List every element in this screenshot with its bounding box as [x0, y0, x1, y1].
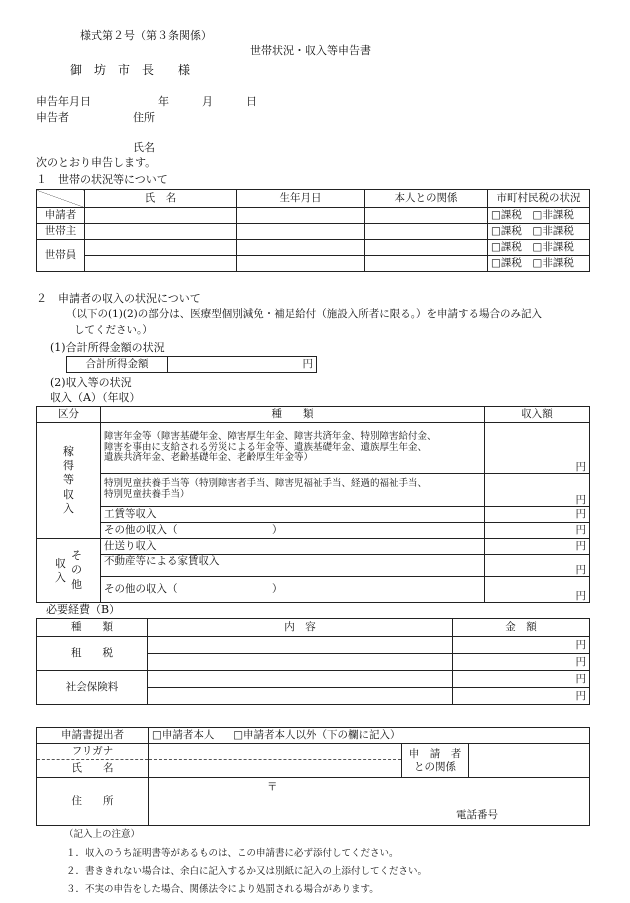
tax-checkbox[interactable]: □課税 □非課税	[488, 208, 590, 224]
name-label: 氏名	[133, 141, 155, 154]
expense-content-field[interactable]	[148, 637, 453, 654]
submitter-address-field[interactable]	[149, 778, 590, 826]
phone-label: 電話番号	[456, 809, 498, 821]
col-birthdate: 生年月日	[237, 190, 365, 208]
name-field[interactable]	[85, 256, 237, 272]
note-item: ３．不実の申告をした場合、関係法令により処罰される場合があります。	[66, 884, 379, 895]
table-row	[37, 208, 590, 224]
tax-checkbox[interactable]: □課税 □非課税	[488, 240, 590, 256]
other-income-item: その他の収入（ ）	[101, 577, 485, 603]
expense-amount-field[interactable]: 円	[453, 688, 590, 705]
table-row	[37, 240, 590, 256]
table-header-row	[37, 190, 590, 208]
wage-amount[interactable]: 円	[485, 507, 590, 523]
col-amount: 収入額	[485, 407, 590, 423]
table-row	[37, 256, 590, 272]
allowance-item: 仕送り収入	[101, 539, 485, 555]
expense-content-field[interactable]	[148, 654, 453, 671]
submitter-self-checkbox[interactable]: □申請者本人	[152, 729, 215, 742]
income-table	[36, 406, 590, 603]
total-income-table	[66, 356, 317, 373]
submitter-options	[149, 728, 590, 744]
furigana-label: フリガナ	[37, 744, 149, 760]
child-allowance-item: 特別児童扶養手当等（特別障害者手当、障害児福祉手当、経過的福祉手当、 特別児童扶養手当）	[101, 474, 485, 507]
pension-item: 障害年金等（障害基礎年金、障害厚生年金、障害共済年金、特別障害給付金、 障害を事由に支給される労災による年金等、遺族基礎年金、遺族厚生年金、 遺族共済年金、老齢基礎年金、老齢厚生年金等）	[101, 423, 485, 474]
col-category: 区分	[37, 407, 101, 423]
address-label: 住所	[133, 111, 155, 124]
earned-income-group: 稼得等収入	[37, 423, 101, 539]
child-allowance-amount[interactable]: 円	[485, 474, 590, 507]
addressee: 御 坊 市 長 様	[70, 63, 191, 77]
income-heading: (2)収入等の状況	[50, 376, 132, 389]
row-householder: 世帯主	[37, 224, 85, 240]
total-income-label: 合計所得金額	[67, 357, 168, 373]
wage-item: 工賃等収入	[101, 507, 485, 523]
tax-checkbox[interactable]: □課税 □非課税	[488, 256, 590, 272]
submitter-label: 申請書提出者	[37, 728, 149, 744]
relation-label: 申 請 者 との関係	[402, 744, 469, 778]
other-earned-amount[interactable]: 円	[485, 523, 590, 539]
section2-note: （以下の(1)(2)の部分は、医療型個別減免・補足給付（施設入所者に限る。）を申請する場合のみ記入	[66, 308, 542, 320]
tax-checkbox[interactable]: □課税 □非課税	[488, 224, 590, 240]
birthdate-field[interactable]	[237, 224, 365, 240]
birthdate-field[interactable]	[237, 208, 365, 224]
expense-amount-field[interactable]: 円	[453, 637, 590, 654]
other-earned-item: その他の収入（ ）	[101, 523, 485, 539]
col-name: 氏 名	[85, 190, 237, 208]
relation-field[interactable]	[365, 256, 488, 272]
other-income-amount[interactable]: 円	[485, 577, 590, 603]
row-applicant: 申請者	[37, 208, 85, 224]
col-relation: 本人との関係	[365, 190, 488, 208]
name-field[interactable]	[85, 208, 237, 224]
submitter-table	[36, 727, 590, 826]
intro-text: 次のとおり申告します。	[36, 156, 157, 169]
expense-content-field[interactable]	[148, 688, 453, 705]
expense-table	[36, 618, 590, 705]
note-item: １．収入のうち証明書等があるものは、この申請書に必ず添付してください。	[66, 848, 399, 859]
diagonal-cell	[37, 190, 85, 208]
relation-field[interactable]	[365, 240, 488, 256]
total-income-field[interactable]: 円	[168, 357, 317, 373]
name-field[interactable]	[85, 240, 237, 256]
relation-field[interactable]	[469, 744, 590, 778]
allowance-amount[interactable]: 円	[485, 539, 590, 555]
rent-amount[interactable]: 円	[485, 555, 590, 577]
page-title: 世帯状況・収入等申告書	[250, 44, 371, 57]
expense-amount-field[interactable]: 円	[453, 654, 590, 671]
form-number: 様式第２号（第３条関係）	[80, 29, 212, 42]
expense-content-field[interactable]	[148, 671, 453, 688]
insurance-expense-label: 社会保険料	[37, 671, 148, 705]
notes-heading: （記入上の注意）	[64, 829, 141, 840]
submitter-other-checkbox[interactable]: □申請者本人以外（下の欄に記入）	[233, 729, 401, 742]
household-table	[36, 189, 590, 272]
col-expense-amount: 金 額	[453, 619, 590, 637]
income-subheading: 収入（A）（年収）	[50, 391, 141, 404]
postal-mark: 〒	[267, 781, 278, 793]
birthdate-field[interactable]	[237, 256, 365, 272]
other-income-group: 収入 その他	[37, 539, 101, 603]
section2-heading: ２ 申請者の収入の状況について	[36, 292, 201, 305]
note-item: ２．書ききれない場合は、余白に記入するか又は別紙に記入の上添付してください。	[66, 866, 428, 877]
table-row	[37, 224, 590, 240]
relation-field[interactable]	[365, 208, 488, 224]
birthdate-field[interactable]	[237, 240, 365, 256]
rent-item: 不動産等による家賃収入	[101, 555, 485, 577]
tax-expense-label: 租 税	[37, 637, 148, 671]
section2-note-cont: してください。）	[74, 324, 153, 336]
section1-heading: １ 世帯の状況等について	[36, 173, 168, 186]
pension-amount[interactable]: 円	[485, 423, 590, 474]
relation-field[interactable]	[365, 224, 488, 240]
date-units: 年 月 日	[158, 95, 257, 108]
col-expense-type: 種 類	[37, 619, 148, 637]
expense-heading: 必要経費（B）	[46, 603, 121, 616]
furigana-field[interactable]	[149, 744, 402, 760]
col-expense-content: 内 容	[148, 619, 453, 637]
submitter-name-label: 氏 名	[37, 760, 149, 778]
expense-amount-field[interactable]: 円	[453, 671, 590, 688]
date-label: 申告年月日	[36, 95, 91, 108]
total-income-heading: (1)合計所得金額の状況	[50, 341, 165, 354]
col-type: 種 類	[101, 407, 485, 423]
submitter-address-label: 住 所	[37, 778, 149, 826]
name-field[interactable]	[85, 224, 237, 240]
col-tax-status: 市町村民税の状況	[488, 190, 590, 208]
submitter-name-field[interactable]	[149, 760, 402, 778]
row-member: 世帯員	[37, 240, 85, 272]
applicant-label: 申告者	[36, 111, 69, 124]
